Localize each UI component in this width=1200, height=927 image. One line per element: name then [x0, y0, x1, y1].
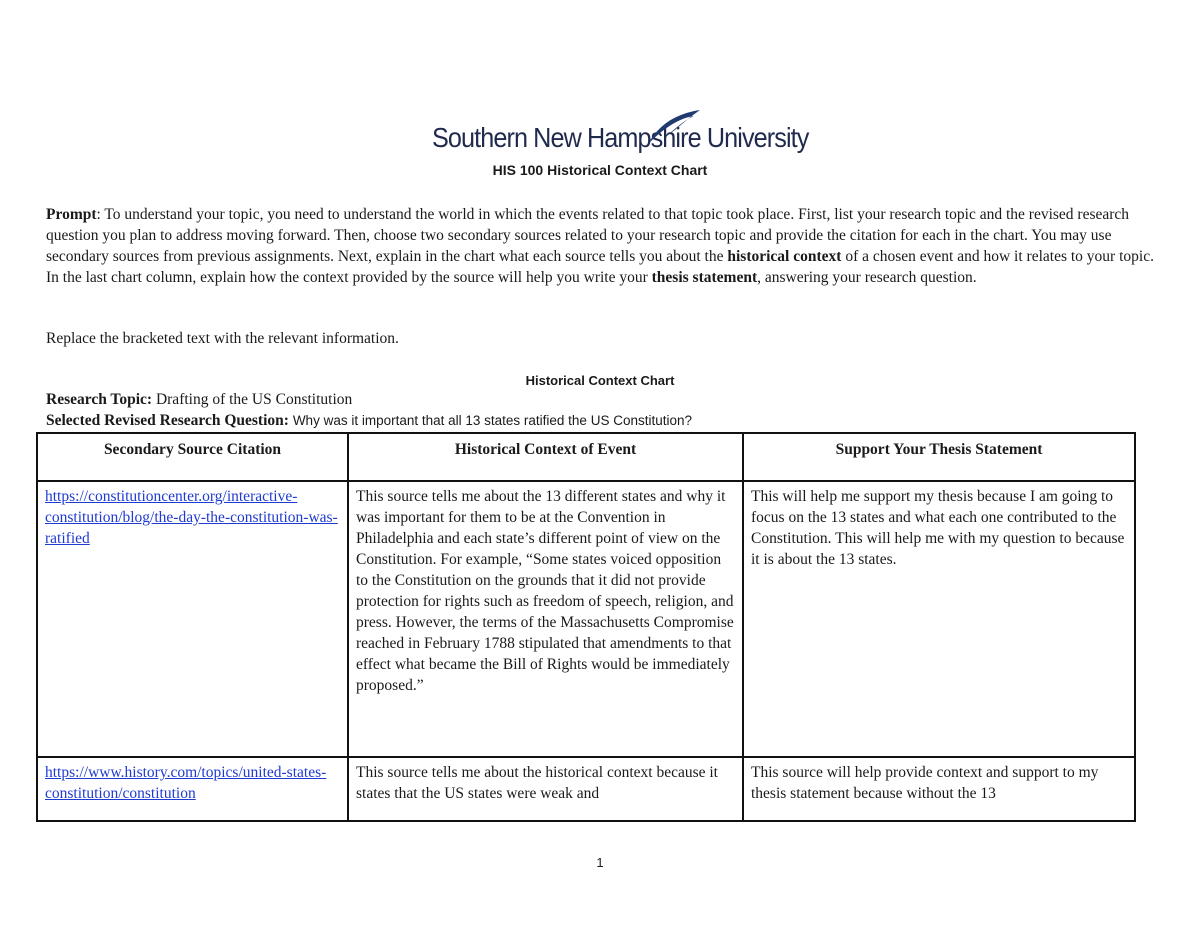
support-cell: This source will help provide context and support to my thesis statement because without the 13 [743, 757, 1135, 821]
table-header-row [37, 433, 1135, 481]
chart-title: Historical Context Chart [525, 373, 675, 388]
citation-cell [37, 481, 348, 757]
citation-link[interactable]: https://constitutioncenter.org/interactive-constitution/blog/the-day-the-constitution-was-ratified [45, 488, 338, 547]
instruction-text: Replace the bracketed text with the relevant information. [46, 330, 399, 347]
prompt-text-3: , answering your research question. [757, 269, 977, 286]
prompt-text-1: : To understand your topic, you need to understand the world in which the events related to that topic took place. First, list your research topic and the revised research question you plan to address moving forward. Then, choose two secondary sources related to your research topic and provide the citation for each in the chart. You may use secondary sources from previous assignments. Next, explain in the chart what each source tells you about the [46, 206, 1130, 265]
page-number: 1 [596, 855, 604, 870]
research-question-value: Why was it important that all 13 states ratified the US Constitution? [292, 413, 692, 428]
historical-context-table [36, 432, 1136, 822]
research-question [46, 412, 692, 430]
research-topic-label: Research Topic: [46, 391, 153, 408]
logo-wordmark: Southern New Hampshire University [432, 122, 809, 153]
table-row [37, 481, 1135, 757]
prompt-label: Prompt [46, 206, 97, 223]
research-topic [46, 391, 352, 409]
header-context: Historical Context of Event [348, 433, 743, 481]
university-logo [432, 108, 809, 160]
header-citation: Secondary Source Citation [37, 433, 348, 481]
context-cell: This source tells me about the historical context because it states that the US states were weak and [348, 757, 743, 821]
research-question-label: Selected Revised Research Question: [46, 412, 289, 429]
prompt-bold-thesis-statement: thesis statement [651, 269, 758, 286]
research-topic-value: Drafting of the US Constitution [155, 391, 353, 408]
document-title: HIS 100 Historical Context Chart [492, 162, 708, 178]
support-cell: This will help me support my thesis because I am going to focus on the 13 states and what each one contributed to the Constitution. This will help me with my question to because it is about the 13 states. [743, 481, 1135, 757]
citation-link[interactable]: https://www.history.com/topics/united-states-constitution/constitution [45, 764, 327, 802]
context-cell: This source tells me about the 13 different states and why it was important for them to be at the Convention in Philadelphia and each state’s different point of view on the Constitution. For example, “Some states voiced opposition to the Constitution on the grounds that it did not provide protection for rights such as freedom of speech, religion, and press. However, the terms of the Massachusetts Compromise reached in February 1788 stipulated that amendments to that effect what became the Bill of Rights would be immediately proposed.” [348, 481, 743, 757]
header-support: Support Your Thesis Statement [743, 433, 1135, 481]
prompt-bold-historical-context: historical context [727, 248, 842, 265]
prompt-text-2: of a chosen event and how it relates to your topic. In the last chart column, explain how the context provided by the source will help you write your [46, 248, 1154, 286]
citation-cell [37, 757, 348, 821]
prompt-paragraph [46, 204, 1156, 288]
table-row [37, 757, 1135, 821]
leaf-icon [644, 108, 704, 148]
